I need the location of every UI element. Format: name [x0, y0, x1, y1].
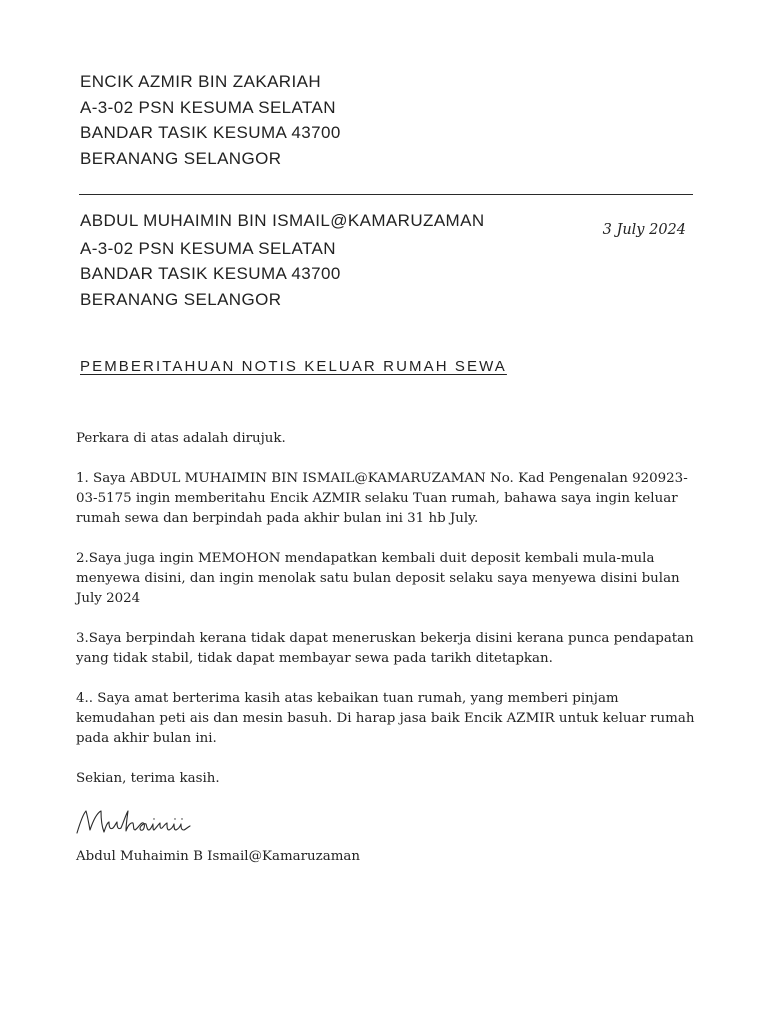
recipient-address-line-2: BANDAR TASIK KESUMA 43700: [80, 123, 341, 142]
paragraph-3: 3.Saya berpindah kerana tidak dapat meneruskan bekerja disini kerana punca pendapatan yang tidak stabil, tidak dapat membayar sewa pada tarikh ditetapkan.: [76, 631, 694, 666]
paragraph-1: 1. Saya ABDUL MUHAIMIN BIN ISMAIL@KAMARUZAMAN No. Kad Pengenalan 920923-03-5175 ingin memberitahu Encik AZMIR selaku Tuan rumah, bahawa saya ingin keluar rumah sewa dan berpindah pada akhir bulan ini 31 hb July.: [76, 471, 688, 526]
paragraph-4: 4.. Saya amat berterima kasih atas kebaikan tuan rumah, yang memberi pinjam kemudahan peti ais dan mesin basuh. Di harap jasa baik Encik AZMIR untuk keluar rumah pada akhir bulan ini.: [76, 691, 695, 746]
sender-address-line-3: BERANANG SELANGOR: [80, 289, 282, 309]
sender-address-line-2: BANDAR TASIK KESUMA 43700: [80, 264, 341, 283]
closing-paragraph: Sekian, terima kasih.: [76, 771, 220, 786]
recipient-address-line-3: BERANANG SELANGOR: [80, 148, 282, 168]
handwritten-signature: [74, 806, 192, 842]
letter-date: 3 July 2024: [602, 222, 686, 238]
recipient-address-block: [80, 69, 341, 171]
recipient-address-line-1: A-3-02 PSN KESUMA SELATAN: [80, 97, 336, 117]
sender-address-line-1: A-3-02 PSN KESUMA SELATAN: [80, 238, 336, 258]
opening-paragraph: Perkara di atas adalah dirujuk.: [76, 431, 286, 446]
sender-name: ABDUL MUHAIMIN BIN ISMAIL@KAMARUZAMAN: [80, 211, 485, 230]
sender-address-block: [80, 207, 485, 312]
header-divider: [79, 194, 693, 195]
recipient-name: ENCIK AZMIR BIN ZAKARIAH: [80, 72, 322, 91]
paragraph-2: 2.Saya juga ingin MEMOHON mendapatkan kembali duit deposit kembali mula-mula menyewa disini, dan ingin menolak satu bulan deposit selaku saya menyewa disini bulan July 2024: [76, 551, 680, 606]
letter-subject: PEMBERITAHUAN NOTIS KELUAR RUMAH SEWA: [80, 358, 507, 375]
letter-body: [76, 429, 696, 809]
signatory-name: Abdul Muhaimin B Ismail@Kamaruzaman: [76, 849, 360, 864]
